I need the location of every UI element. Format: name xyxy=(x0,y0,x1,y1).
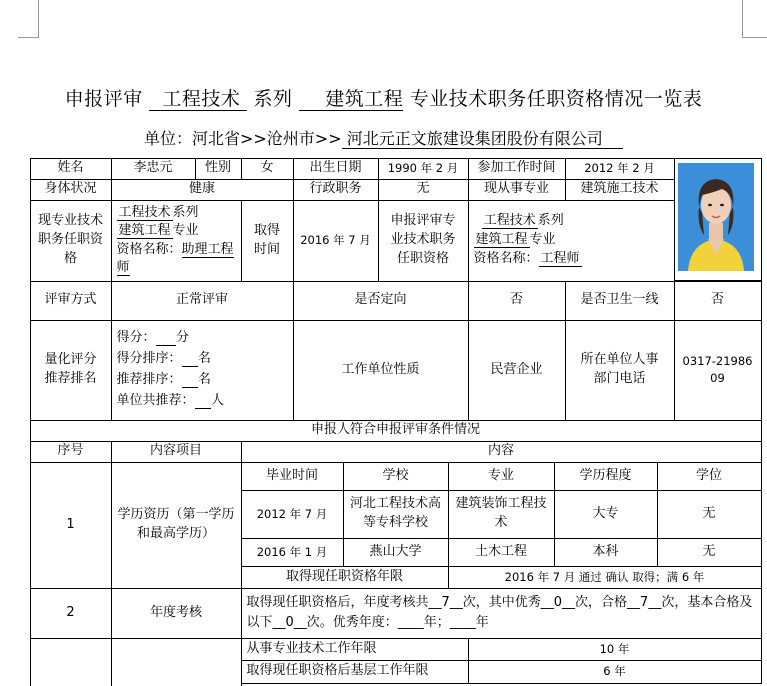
score-label: 得分： xyxy=(116,330,156,346)
edu-row-1-school: 河北工程技术高等专科学校 xyxy=(343,490,449,539)
health-label: 身体状况 xyxy=(30,179,112,201)
col-content-header: 内容 xyxy=(241,441,762,463)
unit-line xyxy=(0,126,767,149)
gender-label: 性别 xyxy=(195,158,242,180)
ranking-detail xyxy=(111,320,294,421)
rec-rank-label: 推荐排序： xyxy=(116,372,182,387)
crop-mark-top-right xyxy=(742,0,767,38)
unit-nature-value: 民营企业 xyxy=(468,320,566,421)
apply-qualification-detail xyxy=(468,200,675,282)
work-start-value: 2012 年 2 月 xyxy=(565,158,675,180)
edu-row-2-degree: 无 xyxy=(657,538,762,567)
edu-header-level: 学历程度 xyxy=(554,462,658,491)
title-series: 工程技术 xyxy=(149,88,247,111)
apply-name-label: 资格名称： xyxy=(473,250,539,266)
years-no xyxy=(30,638,112,686)
edu-row-1-major: 建筑装饰工程技术 xyxy=(448,490,555,539)
current-qualification-detail xyxy=(111,200,242,282)
edu-row-2-major: 土木工程 xyxy=(448,538,555,567)
obtain-time-label: 取得时间 xyxy=(241,200,294,282)
title-series-label: 系列 xyxy=(253,88,293,110)
frontline-value: 否 xyxy=(674,281,762,321)
apply-series-label: 系列 xyxy=(537,213,564,229)
unit-company: 河北元正文旅建设集团股份有限公司 xyxy=(342,129,623,149)
cur-name: 助理工程师 xyxy=(116,241,234,275)
cur-series: 工程技术 xyxy=(118,205,171,221)
score-rank-unit: 名 xyxy=(197,351,211,367)
hr-phone-label: 所在单位人事部门电话 xyxy=(565,320,675,421)
birth-value: 1990 年 2 月 xyxy=(378,158,469,180)
current-qualification-label: 现专业技术职务任职资格 xyxy=(30,200,112,282)
edu-header-school: 学校 xyxy=(343,462,449,491)
edu-no: 1 xyxy=(30,462,112,589)
col-no-header: 序号 xyxy=(30,441,112,463)
years-item xyxy=(111,638,242,686)
assessment-text: 取得现任职资格后，年度考核共__7__次，其中优秀__0__次，合格__7__次，基本合格及以下__0__次。优秀年度：____年；____年 xyxy=(241,588,762,639)
cur-specialty: 建筑工程 xyxy=(118,223,171,239)
apply-qualification-label: 申报评审专业技术职务任职资格 xyxy=(378,200,469,282)
total-unit: 人 xyxy=(210,392,224,408)
total-blank xyxy=(195,393,211,409)
gender-value: 女 xyxy=(241,158,294,180)
years-row-1-value: 10 年 xyxy=(468,638,762,661)
edu-row-1-grad-time: 2012 年 7 月 xyxy=(241,490,344,539)
score-blank xyxy=(156,330,177,346)
assessment-no: 2 xyxy=(30,588,112,639)
cur-specialty-label: 专业 xyxy=(172,223,199,239)
rec-rank-blank xyxy=(182,372,198,388)
current-field-label: 现从事专业 xyxy=(468,179,566,201)
years-row-2-value: 6 年 xyxy=(468,660,762,684)
title-suffix: 专业技术职务任职资格情况一览表 xyxy=(409,88,703,110)
years-row-1-label: 从事专业技术工作年限 xyxy=(241,638,469,661)
conditions-section-title: 申报人符合申报评审条件情况 xyxy=(30,420,762,442)
admin-post-label: 行政职务 xyxy=(293,179,379,201)
total-label: 单位共推荐： xyxy=(116,392,195,408)
edu-header-major: 专业 xyxy=(448,462,555,491)
review-method-value: 正常评审 xyxy=(111,281,294,321)
rec-rank-unit: 名 xyxy=(197,372,211,387)
edu-row-2-level: 本科 xyxy=(554,538,658,567)
name-value: 李忠元 xyxy=(111,158,196,180)
admin-post-value: 无 xyxy=(378,179,469,201)
col-item-header: 内容项目 xyxy=(111,441,242,463)
unit-nature-label: 工作单位性质 xyxy=(293,320,469,421)
edu-row-1-degree: 无 xyxy=(657,490,762,539)
apply-name: 工程师 xyxy=(540,250,580,266)
cur-series-label: 系列 xyxy=(172,205,199,221)
unit-province: 河北省 xyxy=(191,129,240,148)
edu-header-degree: 学位 xyxy=(657,462,762,491)
name-label: 姓名 xyxy=(30,158,112,180)
apply-specialty: 建筑工程 xyxy=(475,232,528,248)
score-rank-blank xyxy=(182,351,198,367)
score-rank-label: 得分排序： xyxy=(116,351,182,367)
unit-sep-2: >> xyxy=(314,129,342,148)
title-specialty: 建筑工程 xyxy=(299,88,403,111)
directed-value: 否 xyxy=(468,281,566,321)
crop-mark-top-left xyxy=(18,0,39,38)
unit-sep-1: >> xyxy=(239,129,267,148)
cur-name-label: 资格名称： xyxy=(116,241,182,257)
unit-city: 沧州市 xyxy=(266,129,315,148)
title-prefix: 申报评审 xyxy=(64,88,143,110)
edu-row-1-level: 大专 xyxy=(554,490,658,539)
years-row-2-label: 取得现任职资格后基层工作年限 xyxy=(241,660,469,684)
edu-row-2-school: 燕山大学 xyxy=(343,538,449,567)
obtain-time-value: 2016 年 7 月 xyxy=(293,200,379,282)
birth-label: 出生日期 xyxy=(293,158,379,180)
work-start-label: 参加工作时间 xyxy=(468,158,566,180)
edu-years-value: 2016 年 7 月 通过 确认 取得；满 6 年 xyxy=(448,566,762,589)
edu-item: 学历资历（第一学历和最高学历） xyxy=(111,462,242,589)
hr-phone-value: 0317-2198609 xyxy=(674,320,762,421)
frontline-label: 是否卫生一线 xyxy=(565,281,675,321)
edu-years-label: 取得现任职资格年限 xyxy=(241,566,449,589)
health-value: 健康 xyxy=(111,179,294,201)
apply-series: 工程技术 xyxy=(483,213,536,229)
review-method-label: 评审方式 xyxy=(30,281,112,321)
document-title xyxy=(0,84,767,111)
unit-label: 单位： xyxy=(143,129,192,148)
assessment-item: 年度考核 xyxy=(111,588,242,639)
score-unit: 分 xyxy=(176,330,190,346)
edu-header-grad-time: 毕业时间 xyxy=(241,462,344,491)
ranking-label: 量化评分推荐排名 xyxy=(30,320,112,421)
edu-row-2-grad-time: 2016 年 1 月 xyxy=(241,538,344,567)
apply-specialty-label: 专业 xyxy=(529,232,556,248)
applicant-photo xyxy=(678,163,754,271)
directed-label: 是否定向 xyxy=(293,281,469,321)
current-field-value: 建筑施工技术 xyxy=(565,179,675,201)
